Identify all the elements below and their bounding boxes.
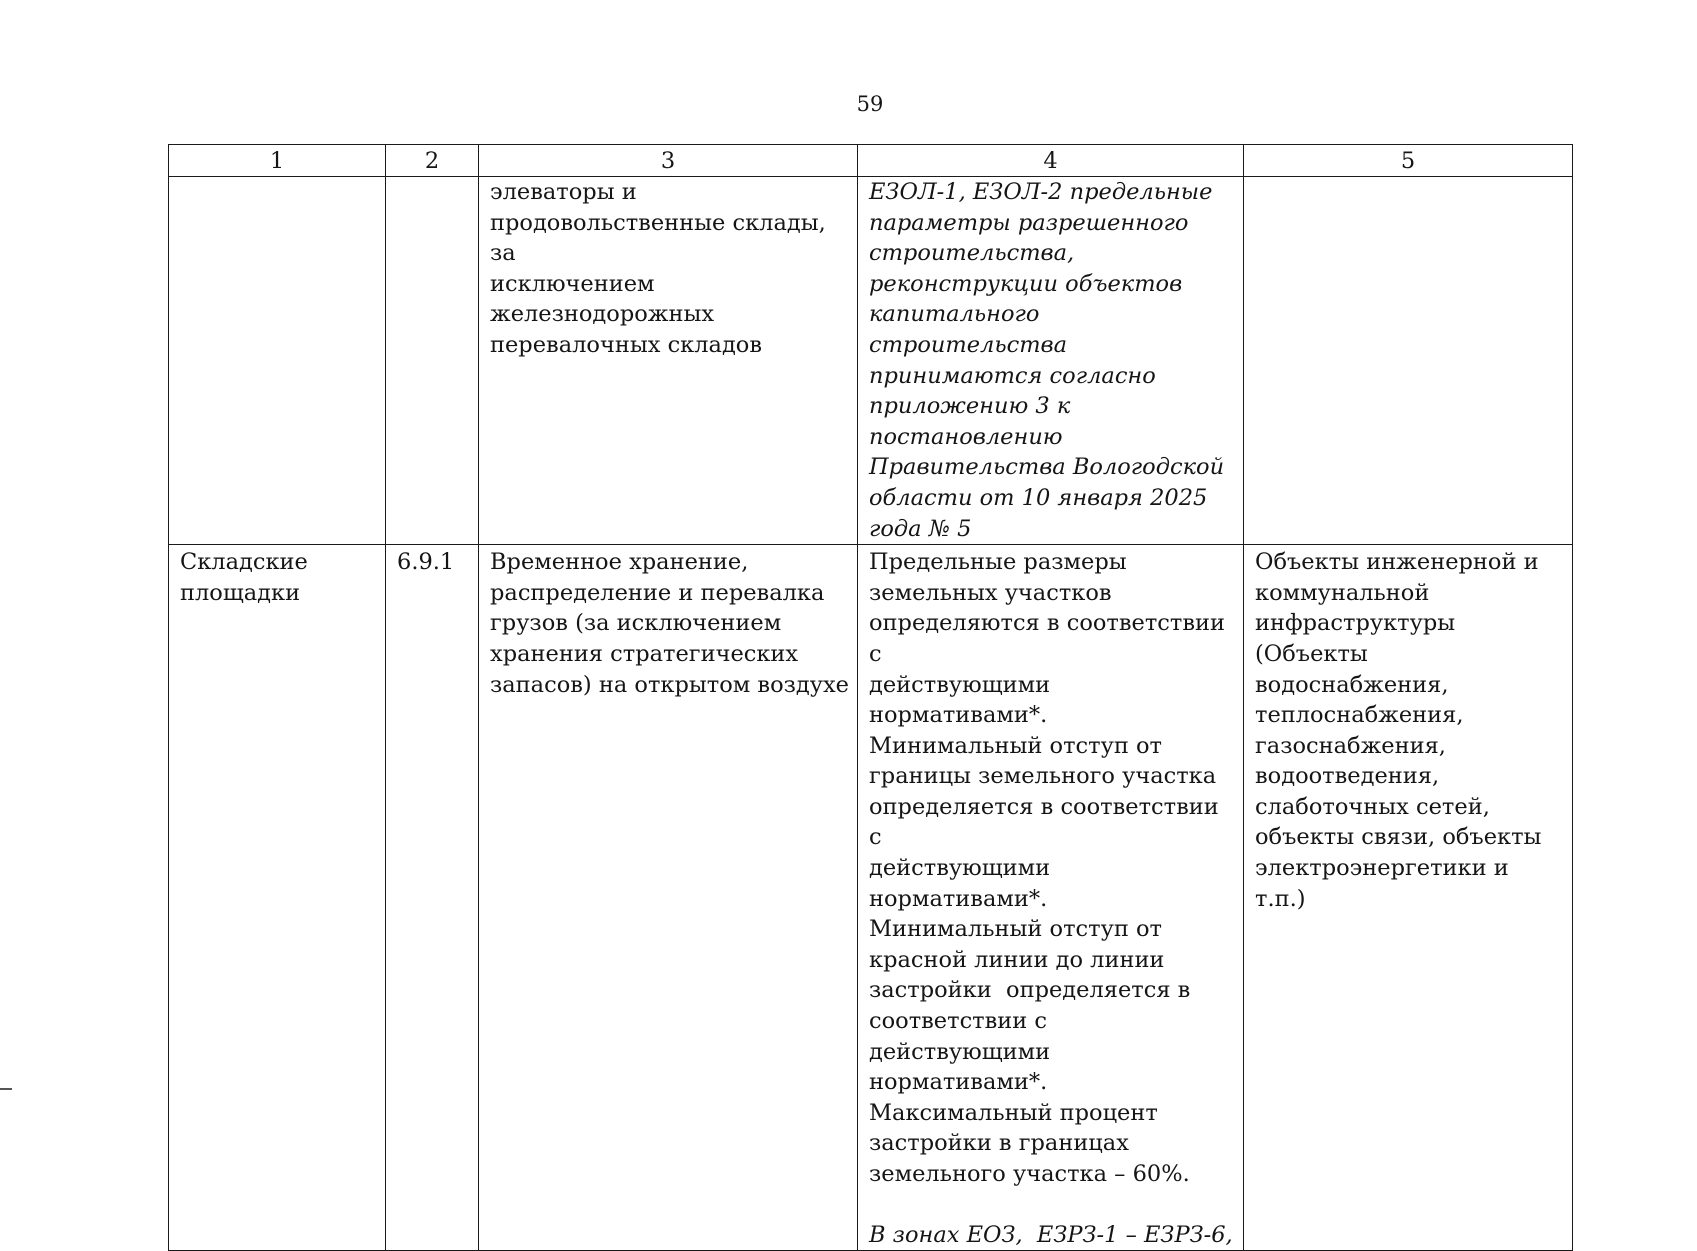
row1-auxiliary-uses (1244, 177, 1573, 545)
table-header-row (169, 145, 1573, 177)
row1-parameters: ЕЗОЛ-1, ЕЗОЛ-2 предельные параметры разрешенного строительства, реконструкции объектов капитального строительства принимаются согласно приложению 3 к постановлению Правительства Вологодской области от 10 января 2025 года № 5 (858, 177, 1244, 545)
row2-code: 6.9.1 (386, 545, 479, 1251)
row2-description: Временное хранение, распределение и перевалка грузов (за исключением хранения стратегических запасов) на открытом воздухе (479, 545, 858, 1251)
row2-auxiliary-uses: Объекты инженерной и коммунальной инфраструктуры (Объекты водоснабжения, теплоснабжения, газоснабжения, водоотведения, слаботочных сетей, объекты связи, объекты электроэнергетики и т.п.) (1244, 545, 1573, 1251)
row2-parameters-zones-note: В зонах ЕОЗ, ЕЗРЗ-1 – ЕЗРЗ-6, (869, 1221, 1233, 1248)
zoning-table (168, 144, 1573, 1251)
row1-type-name (169, 177, 386, 545)
row2-type-name: Складские площадки (169, 545, 386, 1251)
paragraph-gap (869, 1190, 1235, 1220)
table-row (169, 177, 1573, 545)
margin-mark (0, 1088, 12, 1090)
header-cell-4: 4 (858, 145, 1244, 177)
table-row (169, 545, 1573, 1251)
row2-parameters-main: Предельные размеры земельных участков определяются в соответствии с действующими нормативами*. Минимальный отступ от границы земельного участка определяется в соответствии с действующими нормативами*. Минимальный отступ от красной линии до линии застройки определяется в соответствии с действующими нормативами*. Максимальный процент застройки в границах земельного участка – 60%. (869, 549, 1226, 1187)
header-cell-5: 5 (1244, 145, 1573, 177)
row1-description: элеваторы и продовольственные склады, за исключением железнодорожных перевалочных складов (479, 177, 858, 545)
row2-parameters (858, 545, 1244, 1251)
header-cell-2: 2 (386, 145, 479, 177)
row1-code (386, 177, 479, 545)
header-cell-1: 1 (169, 145, 386, 177)
page-number: 59 (856, 92, 884, 116)
header-cell-3: 3 (479, 145, 858, 177)
